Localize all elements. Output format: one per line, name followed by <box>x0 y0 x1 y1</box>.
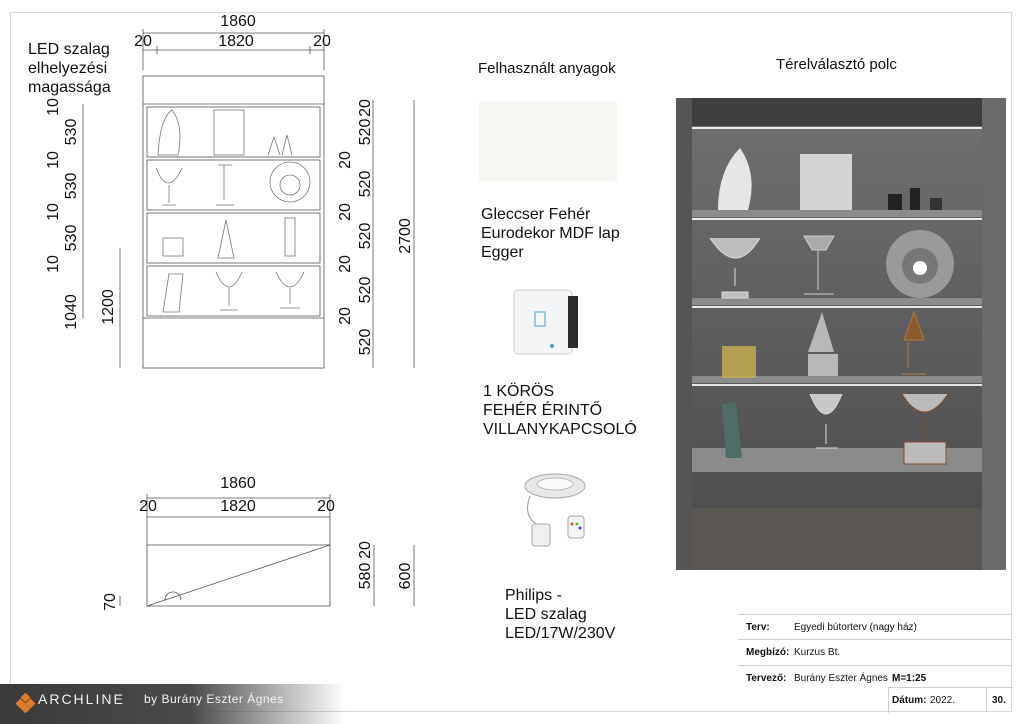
material-label-switch: 1 KÖRÖS FEHÉR ÉRINTŐ VILLANYKAPCSOLÓ <box>483 383 637 438</box>
archline-branding <box>0 684 345 724</box>
right-dim-5: 520 <box>357 222 374 250</box>
touch-switch-image <box>508 288 580 360</box>
top-depth-dim-1: 580 <box>357 562 374 590</box>
height-1200: 1200 <box>100 289 117 325</box>
right-dim-3: 520 <box>357 170 374 198</box>
white-panel-swatch <box>479 101 617 181</box>
front-overall-width: 1860 <box>220 13 256 30</box>
right-dim-9: 520 <box>357 328 374 356</box>
terv-value: Egyedi bútorterv (nagy ház) <box>794 622 917 633</box>
right-dim-8: 20 <box>337 307 354 325</box>
top-side-right: 20 <box>317 498 335 515</box>
materials-heading: Felhasznált anyagok <box>478 60 616 77</box>
right-dim-0: 20 <box>357 99 374 117</box>
shelf-render-image <box>676 98 1006 570</box>
front-side-right: 20 <box>313 33 331 50</box>
top-overall-width: 1860 <box>220 475 256 492</box>
page-number: 30. <box>992 695 1006 706</box>
tervezo-value: Burány Eszter Ágnes <box>794 673 888 684</box>
datum-value: 2022. <box>930 695 956 706</box>
megbizo-label: Megbízó: <box>746 647 790 658</box>
material-label-panel: Gleccser Fehér Eurodekor MDF lap Egger <box>481 206 620 261</box>
front-inner-width: 1820 <box>218 33 254 50</box>
scale: M=1:25 <box>892 673 927 684</box>
archline-logo-text: ARCHLINE <box>38 691 125 707</box>
left-dim-4: 10 <box>45 203 62 221</box>
tervezo-label: Tervező: <box>746 673 787 684</box>
material-label-led: Philips - LED szalag LED/17W/230V <box>505 587 616 642</box>
terv-label: Terv: <box>746 622 770 633</box>
led-height-label: LED szalag elhelyezési magassága <box>28 41 111 96</box>
left-dim-1: 530 <box>63 118 80 146</box>
top-inner-width: 1820 <box>220 498 256 515</box>
megbizo-value: Kurzus Bt. <box>794 647 841 658</box>
left-dim-2: 10 <box>45 151 62 169</box>
front-side-left: 20 <box>134 33 152 50</box>
right-dim-6: 20 <box>337 255 354 273</box>
left-dim-3: 530 <box>63 172 80 200</box>
right-dim-1: 520 <box>357 118 374 146</box>
archline-author: by Burány Eszter Ágnes <box>144 692 284 706</box>
archline-logo-icon <box>16 693 36 713</box>
right-dim-4: 20 <box>337 203 354 221</box>
top-depth-total: 600 <box>397 562 414 590</box>
title-block <box>738 614 1012 712</box>
left-dim-0: 10 <box>45 98 62 116</box>
top-depth-dim-0: 20 <box>357 541 374 559</box>
top-side-left: 20 <box>139 498 157 515</box>
datum-label: Dátum: <box>892 695 927 706</box>
top-left-dim: 70 <box>102 593 119 611</box>
render-title: Térelválasztó polc <box>776 56 897 73</box>
total-height: 2700 <box>397 218 414 254</box>
right-dim-7: 520 <box>357 276 374 304</box>
led-strip-image <box>510 468 600 553</box>
left-dim-7: 1040 <box>63 294 80 330</box>
left-dim-6: 10 <box>45 255 62 273</box>
left-dim-5: 530 <box>63 224 80 252</box>
right-dim-2: 20 <box>337 151 354 169</box>
